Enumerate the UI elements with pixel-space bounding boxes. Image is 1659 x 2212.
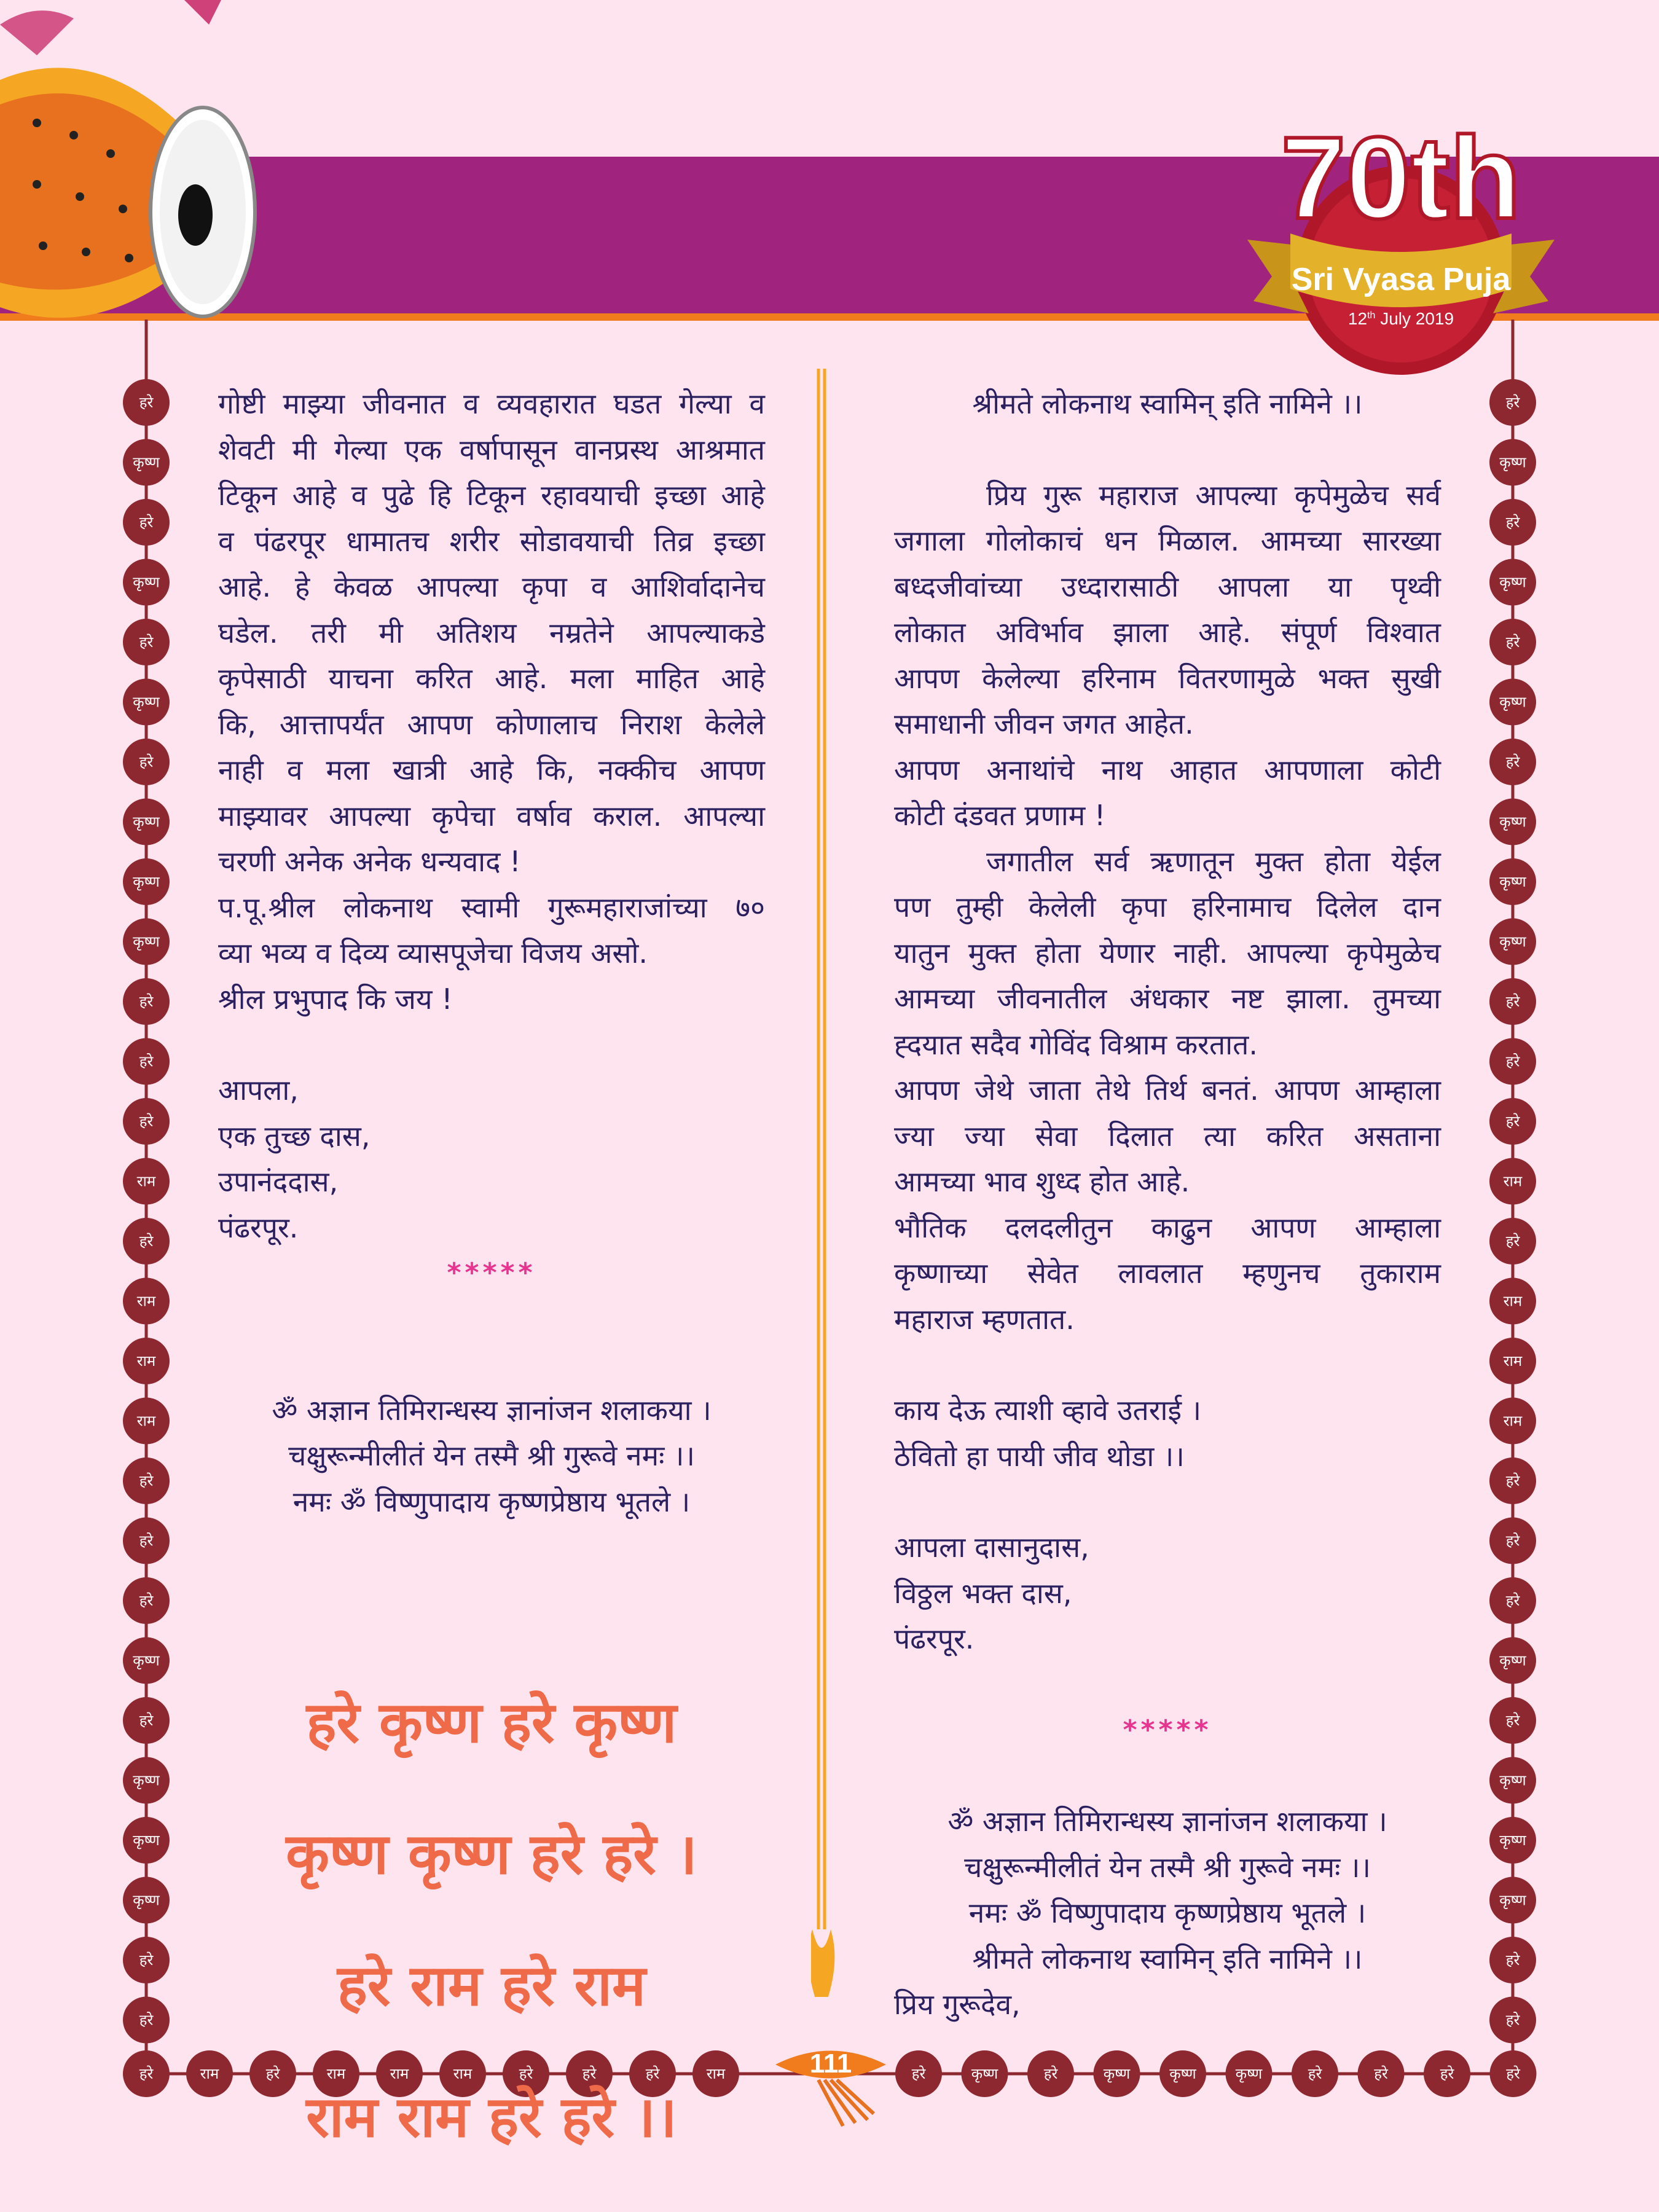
border-bead	[123, 1158, 170, 1205]
border-bead	[123, 1457, 170, 1504]
left-sign-line: आपला,	[218, 1073, 299, 1107]
badge-number: 70th	[1281, 113, 1521, 243]
border-bead	[123, 1218, 170, 1265]
right-verse-line: ॐ अज्ञान तिमिरान्धस्य ज्ञानांजन शलाकया ।	[947, 1805, 1387, 1838]
border-bead	[1489, 1457, 1536, 1504]
bead-label: हरे	[645, 2065, 660, 2082]
border-bead	[1226, 2050, 1273, 2097]
border-bead	[1489, 559, 1536, 606]
left-verse	[218, 1387, 765, 1525]
right-line-1: श्रीमते लोकनाथ स्वामिन् इति नामिने ।।	[972, 387, 1363, 420]
bead-label: हरे	[519, 2065, 533, 2082]
border-bead	[1489, 1398, 1536, 1445]
border-bead	[123, 559, 170, 606]
bead-label: राम	[1503, 1292, 1523, 1310]
right-paragraph-3-last: ह्दयात सदैव गोविंद विश्राम करतात.	[894, 1027, 1258, 1061]
bead-label: राम	[706, 2065, 726, 2082]
bead-label: हरे	[265, 2065, 280, 2082]
bead-label: कृष्ण	[1169, 2065, 1196, 2082]
bead-label: कृष्ण	[133, 933, 160, 951]
bead-label: कृष्ण	[1499, 933, 1526, 951]
border-bead	[123, 1038, 170, 1085]
left-stars: *****	[447, 1257, 536, 1288]
left-paragraph-3: श्रील प्रभुपाद कि जय !	[218, 982, 453, 1016]
right-para-indent-line: प्रिय गुरू महाराज आपल्या कृपेमुळेच सर्व	[986, 478, 1441, 512]
bead-label: हरे	[1505, 753, 1520, 771]
left-para1-line: टिकून आहे व पुढे हि टिकून रहावयाची इच्छा आहे	[218, 479, 765, 512]
left-para1-line: घडेल. तरी मी अतिशय नम्रतेने आपल्याकडे	[218, 616, 765, 649]
border-bead	[123, 1398, 170, 1445]
bead-label: राम	[1503, 1352, 1523, 1370]
border-bead	[123, 1877, 170, 1924]
right-paragraph-1	[894, 473, 1441, 702]
right-sign-line: आपला दासानुदास,	[894, 1531, 1089, 1564]
border-bead	[123, 1637, 170, 1684]
right-para-indent-line: लोकात अविर्भाव झाला आहे. संपूर्ण विश्वात	[894, 616, 1441, 649]
border-bead	[123, 679, 170, 726]
border-bead	[1489, 978, 1536, 1025]
bead-label: हरे	[1374, 2065, 1388, 2082]
bead-label: राम	[200, 2065, 219, 2082]
right-para5-line: भौतिक दलदलीतुन काढुन आपण आम्हाला	[894, 1210, 1441, 1244]
border-bead	[1489, 919, 1536, 965]
right-para-indent-line: जगाला गोलोकाचं धन मिळाल. आमच्या सारख्या	[894, 524, 1441, 557]
bead-label: हरे	[1505, 1472, 1520, 1489]
bead-label: हरे	[1505, 993, 1520, 1010]
right-paragraph-2-last: कोटी दंडवत प्रणाम !	[894, 799, 1106, 832]
bead-label: कृष्ण	[1103, 2065, 1131, 2082]
border-bead	[1489, 1997, 1536, 2044]
bead-label: कृष्ण	[971, 2065, 998, 2082]
border-bead	[1489, 739, 1536, 785]
bead-label: हरे	[139, 394, 154, 411]
bead-label: हरे	[139, 1951, 154, 1969]
border-bead	[1358, 2050, 1405, 2097]
right-paragraph-1-last: समाधानी जीवन जगत आहेत.	[894, 707, 1194, 740]
bead-label: हरे	[1043, 2065, 1058, 2082]
right-abhang-line: ठेवितो हा पायी जीव थोडा ।।	[894, 1439, 1185, 1473]
border-bead	[1489, 1038, 1536, 1085]
bead-label: हरे	[139, 2011, 154, 2029]
bead-label: राम	[136, 1352, 156, 1370]
right-para4-line: ज्या ज्या सेवा दिलात त्या करित असताना	[894, 1119, 1441, 1153]
border-bead	[1490, 2050, 1537, 2097]
border-bead	[1094, 2050, 1140, 2097]
left-verse-line: नमः ॐ विष्णुपादाय कृष्णप्रेष्ठाय भूतले ।	[292, 1484, 691, 1518]
left-paragraph-1	[218, 381, 765, 839]
right-abhang	[894, 1387, 1441, 1479]
border-bead	[1489, 1338, 1536, 1384]
right-para5-line: कृष्णाच्या सेवेत लावलात म्हणुनच तुकाराम	[894, 1257, 1441, 1290]
bead-label: कृष्ण	[1499, 813, 1526, 831]
badge-date: 12th July 2019	[1347, 309, 1454, 328]
bead-label: हरे	[139, 633, 154, 651]
bead-label: राम	[136, 1412, 156, 1430]
bead-label: हरे	[1440, 2065, 1454, 2082]
left-para1-line: कि, आत्तापर्यंत आपण कोणालाच निराश केलेले	[218, 707, 765, 741]
bead-label: कृष्ण	[1499, 1652, 1526, 1669]
bead-label: हरे	[139, 993, 154, 1010]
border-bead	[123, 1518, 170, 1564]
border-bead	[1489, 1877, 1536, 1924]
border-bead	[1489, 1278, 1536, 1325]
bead-label: हरे	[1505, 1592, 1520, 1609]
left-para1-line: आहे. हे केवळ आपल्या कृपा व आशिर्वादानेच	[218, 570, 765, 603]
right-para-indent-line: जगातील सर्व ऋणातून मुक्त होता येईल	[986, 844, 1441, 878]
border-bead	[1489, 619, 1536, 665]
bead-label: राम	[1503, 1412, 1523, 1430]
border-bead	[123, 1278, 170, 1325]
bead-label: कृष्ण	[1499, 693, 1526, 711]
bead-label: हरे	[139, 1053, 154, 1070]
left-signature	[218, 1067, 765, 1250]
border-bead	[123, 379, 170, 426]
bead-label: हरे	[1505, 1951, 1520, 1969]
border-bead	[1489, 499, 1536, 546]
border-bead	[123, 1098, 170, 1145]
right-verse	[894, 1798, 1441, 1982]
bead-label: हरे	[139, 2065, 154, 2082]
bead-label: हरे	[1505, 1053, 1520, 1070]
bead-label: हरे	[1506, 2065, 1520, 2082]
right-paragraph-3	[894, 839, 1441, 1022]
bead-label: कृष्ण	[1499, 873, 1526, 890]
bead-label: हरे	[1505, 1532, 1520, 1550]
left-paragraph-2: प.पू.श्रील लोकनाथ स्वामी गुरूमहाराजांच्या ७०	[218, 890, 765, 924]
bead-label: हरे	[1505, 1712, 1520, 1729]
bead-label: राम	[453, 2065, 473, 2082]
border-bead	[123, 1577, 170, 1624]
bead-label: हरे	[1505, 394, 1520, 411]
page-number-tab	[769, 2043, 892, 2129]
bead-label: हरे	[1505, 633, 1520, 651]
bead-label: हरे	[1505, 2011, 1520, 2029]
border-bead	[1027, 2050, 1074, 2097]
badge-event: Sri Vyasa Puja	[1291, 262, 1511, 297]
border-bead	[1489, 858, 1536, 905]
border-bead	[1489, 1098, 1536, 1145]
mantra-line: राम राम हरे हरे ।।	[306, 2084, 677, 2150]
right-para-indent-line: आपण केलेल्या हरिनाम वितरणामुळे भक्त सुखी	[894, 661, 1441, 695]
border-bead	[123, 439, 170, 486]
border-bead	[123, 619, 170, 665]
border-bead	[1489, 1637, 1536, 1684]
bead-label: कृष्ण	[133, 453, 160, 471]
right-paragraph-4-last: आमच्या भाव शुध्द होत आहे.	[894, 1165, 1190, 1198]
right-stars: *****	[1123, 1714, 1212, 1746]
border-bead	[1489, 1817, 1536, 1864]
bead-label: कृष्ण	[1499, 573, 1526, 591]
left-sign-line: एक तुच्छ दास,	[218, 1119, 371, 1153]
left-verse-line: ॐ अज्ञान तिमिरान्धस्य ज्ञानांजन शलाकया ।	[272, 1393, 712, 1427]
border-bead	[1489, 1158, 1536, 1205]
bead-label: कृष्ण	[133, 1891, 160, 1909]
left-paragraph-1-last: चरणी अनेक अनेक धन्यवाद !	[218, 845, 521, 878]
border-bead	[123, 858, 170, 905]
right-abhang-line: काय देऊ त्याशी व्हावे उतराई ।	[894, 1394, 1202, 1427]
left-para1-line: नाही व मला खात्री आहे कि, नक्कीच आपण	[218, 753, 765, 786]
bead-label: कृष्ण	[133, 693, 160, 711]
right-sign-line: पंढरपूर.	[894, 1622, 975, 1655]
border-bead	[1489, 799, 1536, 845]
bead-label: हरे	[1308, 2065, 1322, 2082]
bead-label: हरे	[911, 2065, 926, 2082]
border-bead	[123, 1997, 170, 2044]
border-bead	[123, 1697, 170, 1744]
bead-label: कृष्ण	[1499, 453, 1526, 471]
border-bead	[1292, 2050, 1338, 2097]
right-paragraph-5-last: महाराज म्हणतात.	[894, 1302, 1075, 1336]
bead-label: हरे	[139, 1592, 154, 1609]
bead-label: हरे	[139, 1712, 154, 1729]
right-para4-line: आपण जेथे जाता तेथे तिर्थ बनतं. आपण आम्हाला	[894, 1073, 1441, 1107]
border-bead	[123, 499, 170, 546]
border-bead	[1489, 1218, 1536, 1265]
left-para1-line: व पंढरपूर धामातच शरीर सोडावयाची तिव्र इच्छा	[218, 524, 765, 558]
bead-label: कृष्ण	[133, 1652, 160, 1669]
border-bead	[123, 1937, 170, 1983]
right-closing: प्रिय गुरूदेव,	[894, 1988, 1021, 2021]
left-paragraph-2-last: व्या भव्य व दिव्य व्यासपूजेचा विजय असो.	[218, 936, 648, 970]
mantra-line: हरे राम हरे राम	[337, 1952, 646, 2018]
right-column	[894, 381, 1441, 2028]
border-bead	[1489, 379, 1536, 426]
border-bead	[1489, 1697, 1536, 1744]
right-signature	[894, 1524, 1441, 1662]
border-bead	[123, 1757, 170, 1804]
border-bead	[123, 799, 170, 845]
border-bead	[123, 2050, 170, 2097]
bead-label: कृष्ण	[133, 873, 160, 890]
left-para1-line: गोष्टी माझ्या जीवनात व व्यवहारात घडत गेल्या व	[218, 387, 765, 420]
border-bead	[1489, 1757, 1536, 1804]
bead-label: कृष्ण	[133, 1832, 160, 1849]
right-paragraph-4	[894, 1067, 1441, 1159]
border-bead	[1489, 679, 1536, 726]
right-para-indent-line: आमच्या जीवनातील अंधकार नष्ट झाला. तुमच्या	[894, 982, 1441, 1015]
bead-label: हरे	[139, 1233, 154, 1250]
left-sign-line: उपानंददास,	[218, 1165, 339, 1198]
right-para-indent-line: पण तुम्ही केलेली कृपा हरिनामाच दिलेल दान	[894, 890, 1441, 924]
bead-label: हरे	[582, 2065, 597, 2082]
bead-label: हरे	[1505, 1113, 1520, 1130]
right-para-indent-line: यातुन मुक्त होता येणार नाही. आपल्या कृपेमुळेच	[894, 936, 1441, 970]
right-verse-line: चक्षुरून्मीलीतं येन तस्मै श्री गुरूवे नमः ।।	[964, 1850, 1371, 1884]
bead-label: हरे	[139, 514, 154, 531]
bead-label: कृष्ण	[133, 1771, 160, 1789]
right-para-indent-line: बध्दजीवांच्या उध्दारासाठी आपला या पृथ्वी	[894, 570, 1441, 603]
mantra-line: हरे कृष्ण हरे कृष्ण	[306, 1689, 677, 1755]
border-bead	[1489, 1518, 1536, 1564]
bead-label: हरे	[1505, 1233, 1520, 1250]
bead-label: हरे	[139, 1532, 154, 1550]
border-bead	[123, 739, 170, 785]
bead-label: हरे	[139, 1113, 154, 1130]
border-bead	[1159, 2050, 1206, 2097]
bead-label: राम	[1503, 1172, 1523, 1190]
mantra-line: कृष्ण कृष्ण हरे हरे ।	[286, 1821, 697, 1887]
left-column	[218, 381, 765, 1524]
bead-label: कृष्ण	[133, 813, 160, 831]
column-divider-garland	[811, 369, 848, 1997]
left-sign-line: पंढरपूर.	[218, 1210, 299, 1244]
bead-label: कृष्ण	[1499, 1891, 1526, 1909]
page-number: 111	[809, 2049, 852, 2079]
bead-label: हरे	[1505, 514, 1520, 531]
border-bead	[123, 978, 170, 1025]
mahamantra	[218, 1628, 765, 2211]
border-bead	[123, 1817, 170, 1864]
right-verse-line: नमः ॐ विष्णुपादाय कृष्णप्रेष्ठाय भूतले ।	[968, 1896, 1367, 1929]
bead-label: राम	[136, 1172, 156, 1190]
border-bead	[895, 2050, 942, 2097]
right-paragraph-5	[894, 1205, 1441, 1296]
bead-label: राम	[390, 2065, 409, 2082]
left-para1-line: कृपेसाठी याचना करित आहे. मला माहित आहे	[218, 662, 765, 695]
bead-label: कृष्ण	[133, 573, 160, 591]
border-bead	[1424, 2050, 1470, 2097]
border-bead	[123, 919, 170, 965]
border-bead	[962, 2050, 1008, 2097]
bead-label: राम	[326, 2065, 346, 2082]
border-bead	[1489, 1577, 1536, 1624]
bead-label: कृष्ण	[1499, 1832, 1526, 1849]
bead-label: कृष्ण	[1499, 1771, 1526, 1789]
right-verse-line: श्रीमते लोकनाथ स्वामिन् इति नामिने ।।	[972, 1942, 1363, 1975]
border-bead	[1489, 1937, 1536, 1983]
right-paragraph-2: आपण अनाथांचे नाथ आहात आपणाला कोटी	[894, 753, 1441, 786]
right-sign-line: विठ्ठल भक्त दास,	[894, 1576, 1072, 1610]
bead-label: कृष्ण	[1235, 2065, 1263, 2082]
border-bead	[123, 1338, 170, 1384]
left-para1-line: शेवटी मी गेल्या एक वर्षापासून वानप्रस्थ आश्रमात	[218, 433, 765, 466]
bead-label: हरे	[139, 1472, 154, 1489]
bead-label: राम	[136, 1292, 156, 1310]
left-para1-line: माझ्यावर आपल्या कृपेचा वर्षाव कराल. आपल्या	[218, 799, 765, 833]
left-verse-line: चक्षुरून्मीलीतं येन तस्मै श्री गुरूवे नमः ।।	[288, 1439, 695, 1472]
bead-label: हरे	[139, 753, 154, 771]
border-bead	[1489, 439, 1536, 486]
